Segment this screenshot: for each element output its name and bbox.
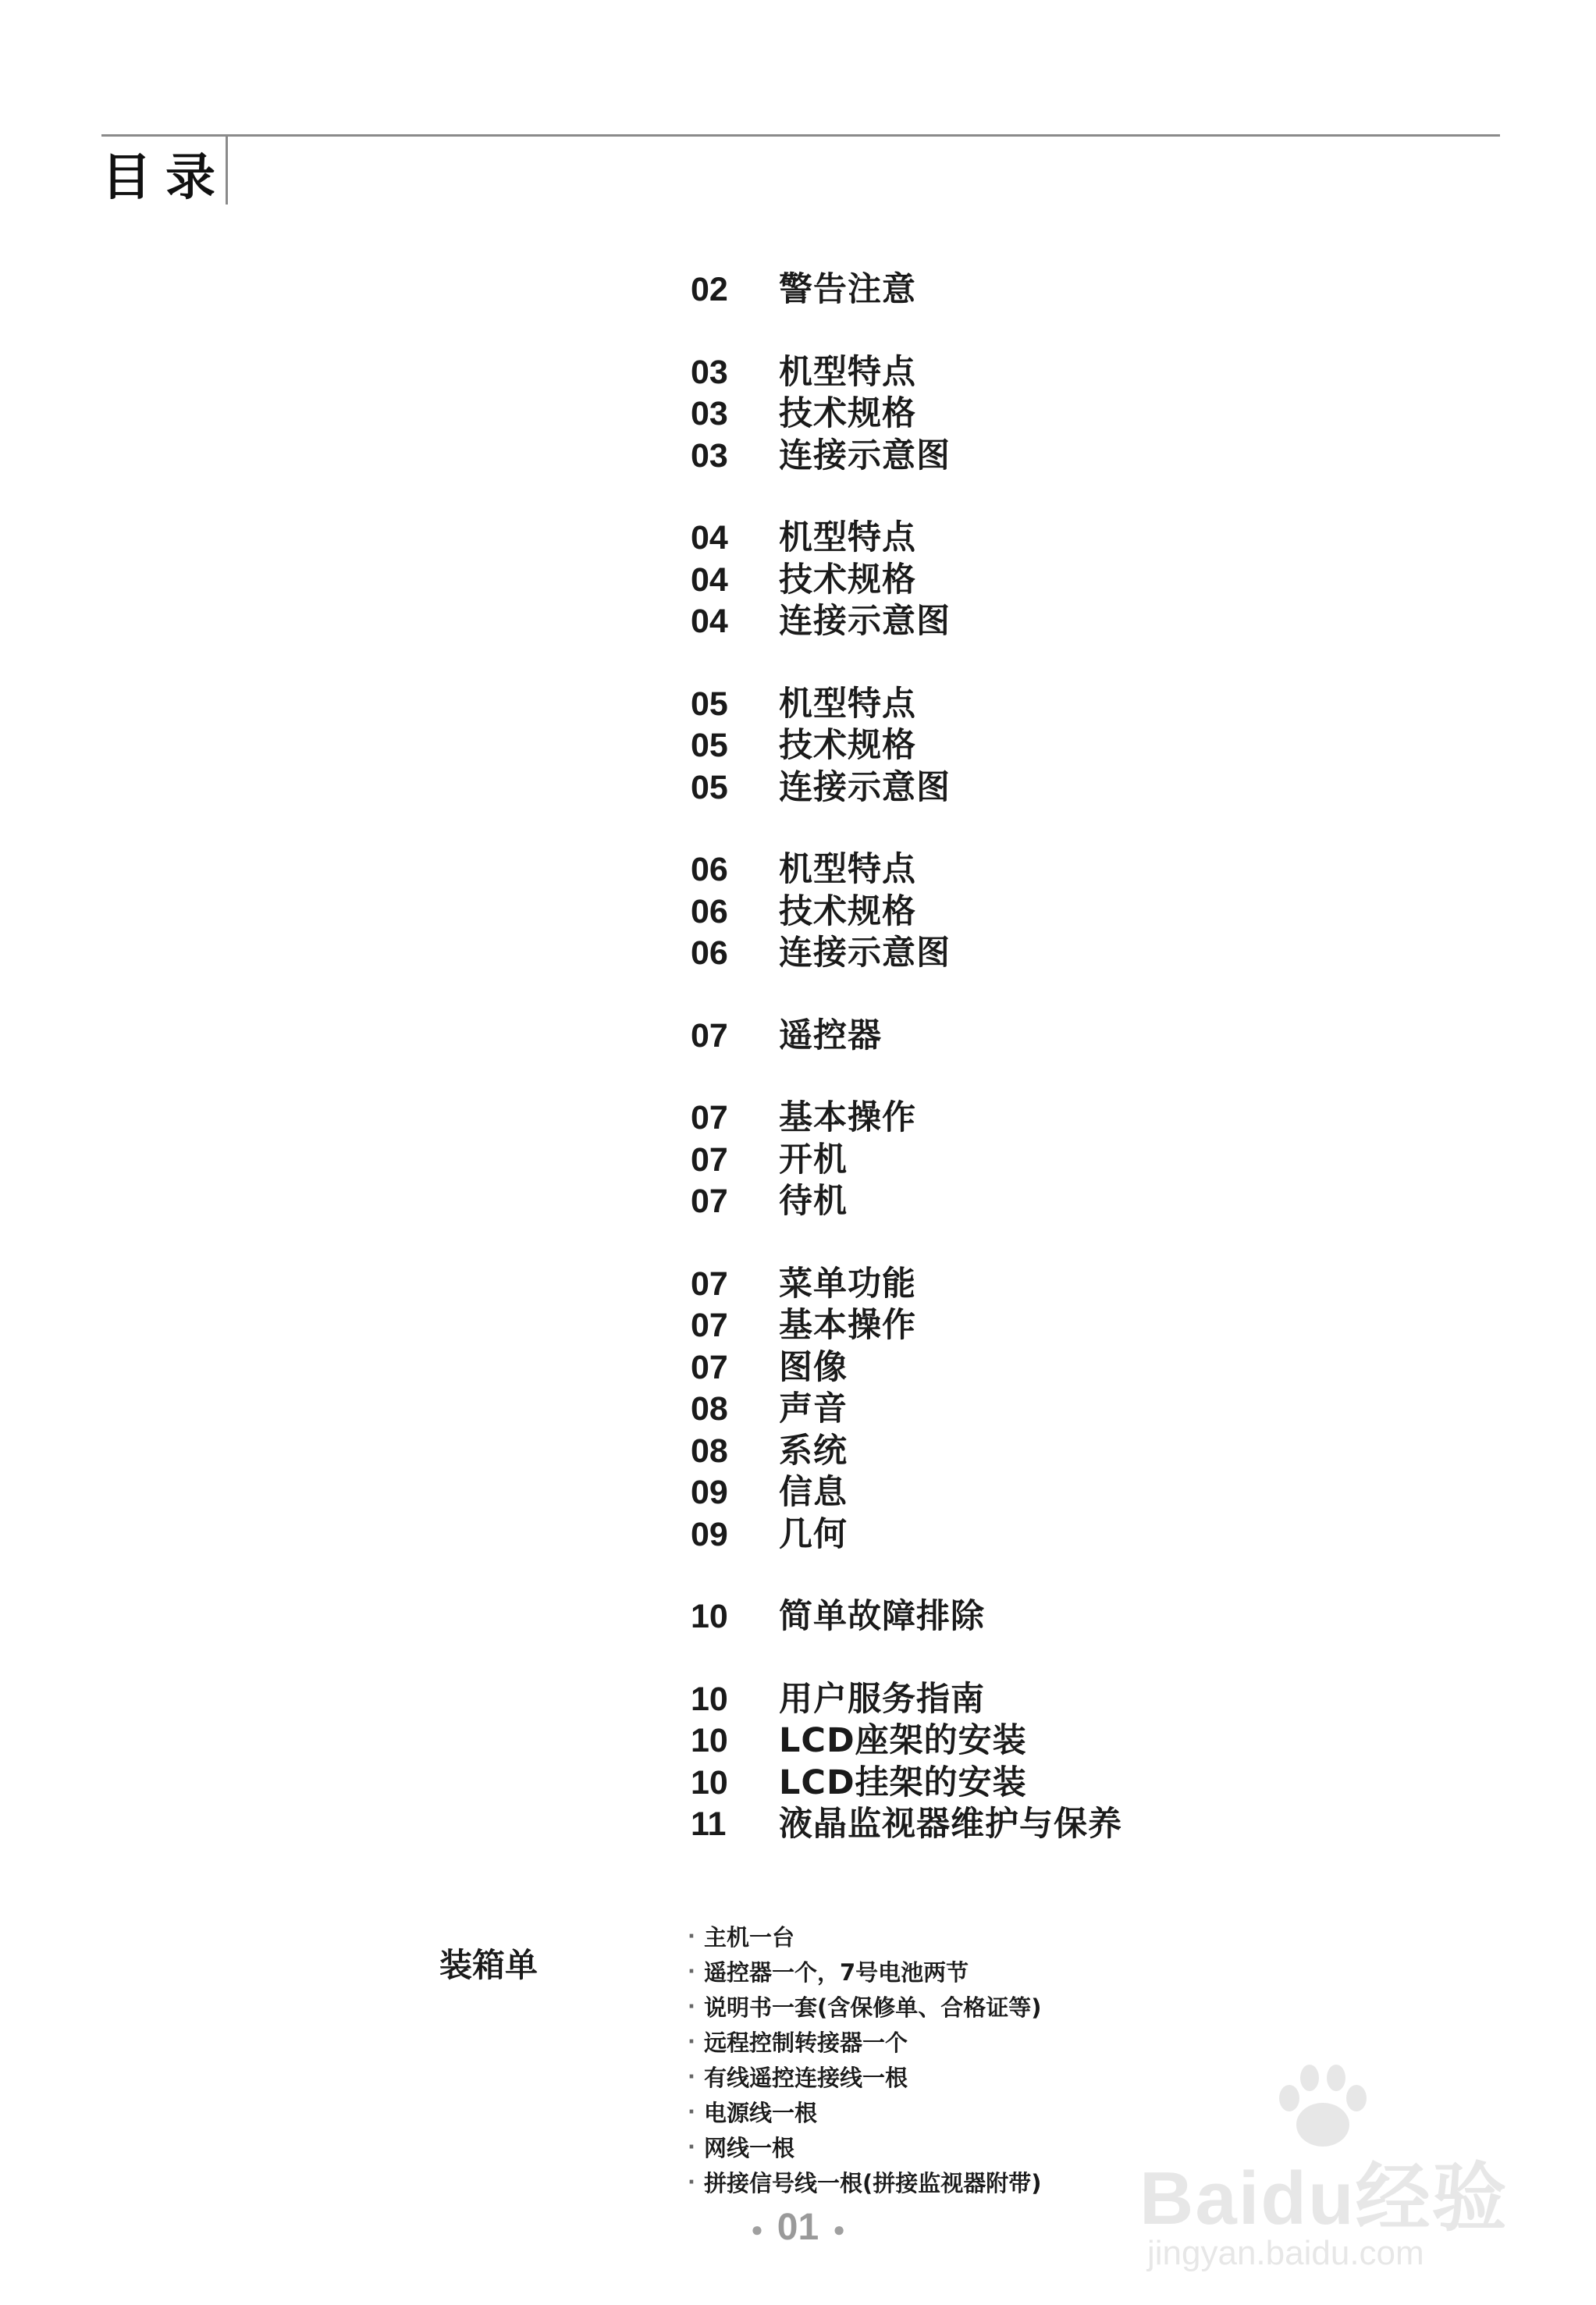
toc-entry bbox=[691, 1763, 1471, 1805]
toc-label: 图像 bbox=[779, 1347, 848, 1387]
toc-label: LCD座架的安装 bbox=[779, 1721, 1027, 1761]
toc-entry bbox=[691, 518, 1471, 560]
toc-group bbox=[691, 1097, 1471, 1223]
toc-entry bbox=[691, 767, 1471, 809]
toc-label: 机型特点 bbox=[779, 352, 916, 392]
toc-entry bbox=[691, 436, 1471, 478]
toc-entry bbox=[691, 1679, 1471, 1721]
toc-group bbox=[691, 1679, 1471, 1846]
packing-list-item bbox=[679, 2024, 1459, 2059]
toc-group bbox=[691, 684, 1471, 809]
toc-entry bbox=[691, 849, 1471, 891]
toc-label: 声音 bbox=[779, 1389, 848, 1429]
toc-page-number: 09 bbox=[691, 1474, 728, 1512]
toc-label: 技术规格 bbox=[779, 560, 916, 599]
toc-page-number: 06 bbox=[691, 934, 728, 973]
toc-entry bbox=[691, 1596, 1471, 1638]
packing-list-item bbox=[679, 1954, 1459, 1989]
toc-page-number: 08 bbox=[691, 1432, 728, 1470]
toc-page-number: 02 bbox=[691, 271, 728, 309]
packing-item-text: 有线遥控连接线一根 bbox=[704, 2065, 908, 2091]
toc-entry bbox=[691, 725, 1471, 767]
toc-page-number: 07 bbox=[691, 1140, 728, 1179]
toc-group bbox=[691, 1596, 1471, 1638]
packing-item-text: 电源线一根 bbox=[704, 2100, 818, 2126]
toc-entry bbox=[691, 269, 1471, 311]
toc-page-number: 06 bbox=[691, 892, 728, 930]
bullet-icon: · bbox=[688, 2170, 695, 2194]
page-title: 目录 bbox=[101, 149, 229, 207]
toc-page-number: 11 bbox=[691, 1805, 727, 1844]
toc-label: 信息 bbox=[779, 1473, 848, 1513]
bullet-icon: · bbox=[688, 2135, 695, 2159]
toc-label: 用户服务指南 bbox=[779, 1679, 985, 1719]
toc-page-number: 03 bbox=[691, 353, 728, 391]
toc-label: 液晶监视器维护与保养 bbox=[779, 1805, 1122, 1844]
toc-label: 技术规格 bbox=[779, 891, 916, 931]
bullet-icon: · bbox=[688, 1994, 695, 2019]
toc-group bbox=[691, 352, 1471, 478]
packing-list-heading: 装箱单 bbox=[439, 1946, 539, 1984]
toc-page-number: 03 bbox=[691, 395, 728, 433]
packing-item-text: 拼接信号线一根(拼接监视器附带) bbox=[704, 2170, 1042, 2197]
toc-page-number: 08 bbox=[691, 1390, 728, 1428]
packing-item-text: 远程控制转接器一个 bbox=[704, 2029, 908, 2056]
toc-group bbox=[691, 269, 1471, 311]
toc-label: 连接示意图 bbox=[779, 767, 951, 807]
toc-label: 机型特点 bbox=[779, 518, 916, 558]
toc-entry bbox=[691, 1472, 1471, 1514]
toc-label: 基本操作 bbox=[779, 1098, 916, 1138]
header-rule bbox=[101, 134, 1500, 137]
toc-entry bbox=[691, 1140, 1471, 1182]
toc-page-number: 05 bbox=[691, 685, 728, 723]
toc-label: 待机 bbox=[779, 1182, 848, 1222]
baidu-watermark bbox=[1124, 2061, 1530, 2287]
toc-entry bbox=[691, 1389, 1471, 1431]
toc-page-number: 10 bbox=[691, 1763, 728, 1802]
toc-label: 连接示意图 bbox=[779, 934, 951, 973]
toc-entry bbox=[691, 1347, 1471, 1389]
toc-page-number: 10 bbox=[691, 1722, 728, 1760]
toc-page-number: 05 bbox=[691, 768, 728, 806]
toc-label: 基本操作 bbox=[779, 1306, 916, 1346]
toc-page-number: 07 bbox=[691, 1016, 728, 1055]
toc-entry bbox=[691, 393, 1471, 436]
toc-entry bbox=[691, 933, 1471, 975]
bullet-icon: · bbox=[688, 1924, 695, 1948]
toc-label: 几何 bbox=[779, 1514, 848, 1554]
toc-group bbox=[691, 518, 1471, 643]
watermark-url: jingyan.baidu.com bbox=[1147, 2234, 1424, 2272]
toc-label: 连接示意图 bbox=[779, 602, 951, 642]
toc-label: 机型特点 bbox=[779, 684, 916, 724]
toc-entry bbox=[691, 560, 1471, 602]
toc-page-number: 04 bbox=[691, 560, 728, 599]
toc-entry bbox=[691, 1181, 1471, 1223]
packing-item-text: 说明书一套(含保修单、合格证等) bbox=[704, 1994, 1042, 2021]
toc-page-number: 10 bbox=[691, 1598, 728, 1636]
packing-list-item bbox=[679, 1989, 1459, 2024]
toc-entry bbox=[691, 1264, 1471, 1306]
toc-label: 开机 bbox=[779, 1140, 848, 1179]
toc-entry bbox=[691, 1804, 1471, 1846]
watermark-brand: Baidu经验 bbox=[1139, 2157, 1509, 2240]
toc-label: 机型特点 bbox=[779, 850, 916, 890]
toc-page-number: 07 bbox=[691, 1307, 728, 1345]
toc-label: 警告注意 bbox=[779, 270, 916, 310]
table-of-contents bbox=[691, 269, 1471, 1887]
toc-label: 连接示意图 bbox=[779, 436, 951, 475]
toc-page-number: 10 bbox=[691, 1680, 728, 1718]
bullet-icon: · bbox=[688, 2065, 695, 2089]
packing-item-text: 网线一根 bbox=[704, 2135, 795, 2161]
toc-entry bbox=[691, 684, 1471, 726]
toc-group bbox=[691, 1016, 1471, 1058]
toc-entry bbox=[691, 1305, 1471, 1347]
toc-entry bbox=[691, 891, 1471, 934]
toc-page-number: 05 bbox=[691, 727, 728, 765]
toc-page-number: 07 bbox=[691, 1099, 728, 1137]
toc-page-number: 06 bbox=[691, 851, 728, 889]
toc-entry bbox=[691, 1097, 1471, 1140]
bullet-icon: ● bbox=[751, 2217, 763, 2241]
toc-entry bbox=[691, 352, 1471, 394]
toc-page-number: 07 bbox=[691, 1183, 728, 1221]
bullet-icon: · bbox=[688, 2029, 695, 2054]
toc-entry bbox=[691, 1720, 1471, 1763]
toc-label: 技术规格 bbox=[779, 394, 916, 434]
packing-item-text: 遥控器一个，7号电池两节 bbox=[704, 1959, 969, 1986]
toc-entry bbox=[691, 1514, 1471, 1556]
toc-entry bbox=[691, 1016, 1471, 1058]
page-number-value: 01 bbox=[777, 2207, 819, 2248]
toc-page-number: 03 bbox=[691, 436, 728, 475]
toc-entry bbox=[691, 1431, 1471, 1473]
toc-label: LCD挂架的安装 bbox=[779, 1763, 1027, 1802]
toc-entry bbox=[691, 601, 1471, 643]
packing-item-text: 主机一台 bbox=[704, 1924, 795, 1951]
bullet-icon: · bbox=[688, 1959, 695, 1983]
toc-label: 系统 bbox=[779, 1431, 848, 1471]
toc-page-number: 07 bbox=[691, 1348, 728, 1386]
toc-label: 菜单功能 bbox=[779, 1264, 916, 1304]
packing-list-item bbox=[679, 1919, 1459, 1954]
toc-label: 简单故障排除 bbox=[779, 1597, 985, 1637]
toc-group bbox=[691, 1264, 1471, 1556]
toc-group bbox=[691, 849, 1471, 975]
toc-page-number: 07 bbox=[691, 1265, 728, 1303]
toc-page-number: 09 bbox=[691, 1515, 728, 1553]
toc-page-number: 04 bbox=[691, 603, 728, 641]
toc-label: 遥控器 bbox=[779, 1016, 882, 1055]
bullet-icon: · bbox=[688, 2100, 695, 2124]
toc-page-number: 04 bbox=[691, 519, 728, 557]
bullet-icon: ● bbox=[833, 2217, 845, 2241]
toc-label: 技术规格 bbox=[779, 726, 916, 766]
